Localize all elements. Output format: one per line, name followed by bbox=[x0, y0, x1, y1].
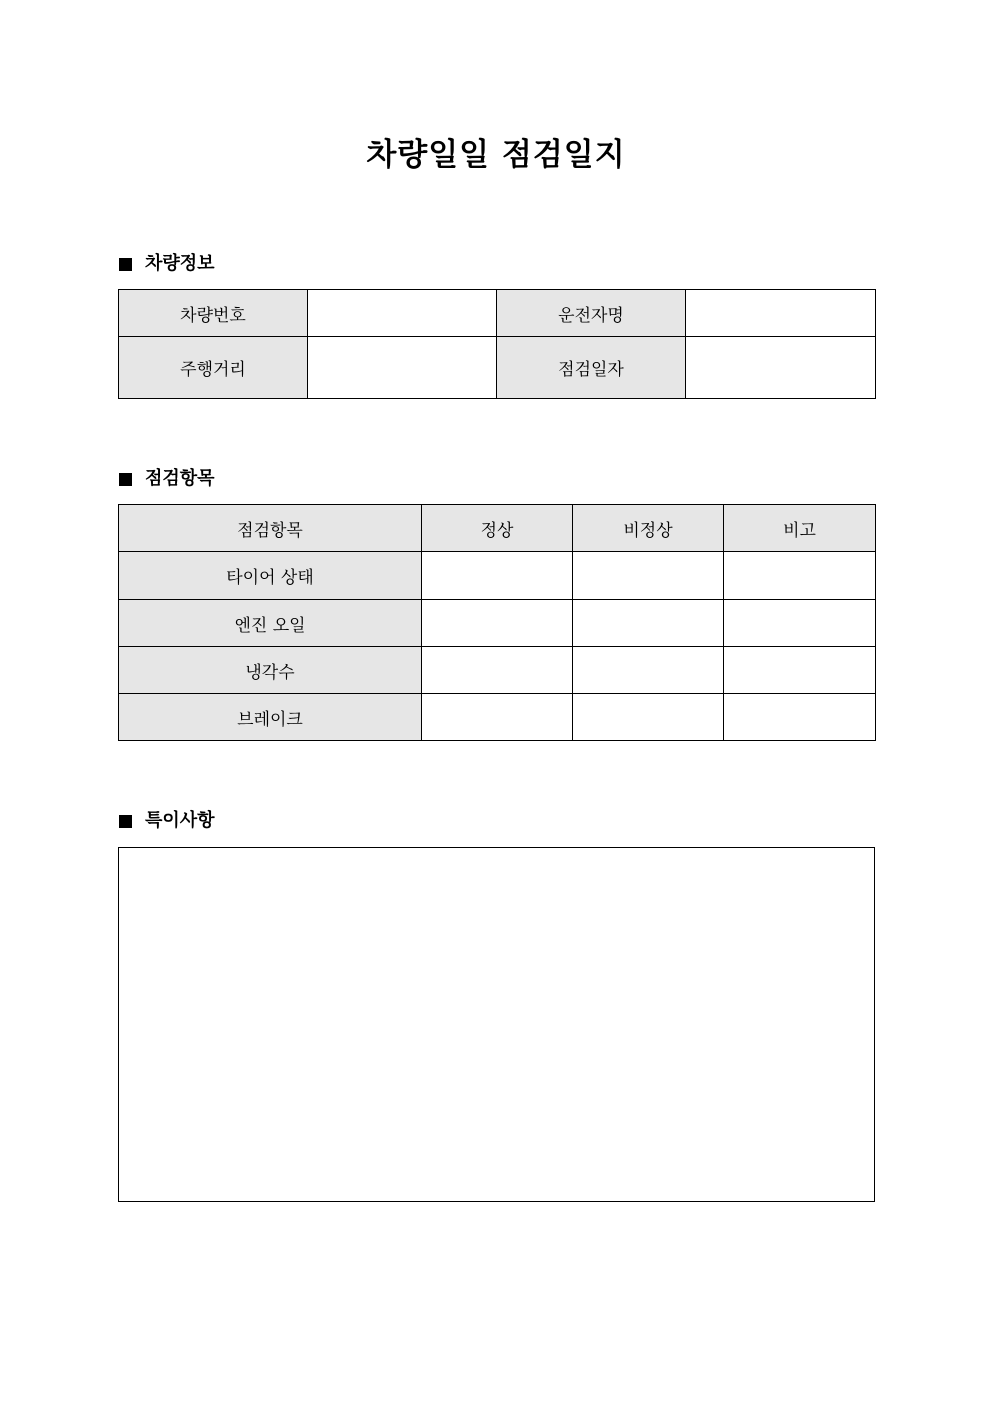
item-name-brake: 브레이크 bbox=[119, 694, 422, 741]
table-row bbox=[119, 552, 876, 600]
inspection-date-field[interactable] bbox=[686, 337, 876, 399]
inspection-date-label: 점검일자 bbox=[497, 337, 686, 399]
tire-note-cell[interactable] bbox=[724, 552, 876, 600]
inspection-heading bbox=[119, 466, 215, 492]
driver-name-field[interactable] bbox=[686, 290, 876, 337]
table-row bbox=[119, 694, 876, 741]
table-row bbox=[119, 600, 876, 647]
table-row bbox=[119, 290, 876, 337]
item-name-engine-oil: 엔진 오일 bbox=[119, 600, 422, 647]
square-bullet-icon bbox=[119, 815, 132, 828]
vehicle-info-heading-label: 차량정보 bbox=[145, 253, 215, 274]
vehicle-info-table bbox=[118, 289, 876, 399]
square-bullet-icon bbox=[119, 258, 132, 271]
inspection-heading-label: 점검항목 bbox=[145, 468, 215, 489]
engine-oil-normal-cell[interactable] bbox=[422, 600, 573, 647]
brake-note-cell[interactable] bbox=[724, 694, 876, 741]
square-bullet-icon bbox=[119, 473, 132, 486]
inspection-table bbox=[118, 504, 876, 741]
coolant-abnormal-cell[interactable] bbox=[573, 647, 724, 694]
table-header-row bbox=[119, 505, 876, 552]
tire-abnormal-cell[interactable] bbox=[573, 552, 724, 600]
tire-normal-cell[interactable] bbox=[422, 552, 573, 600]
remarks-field[interactable] bbox=[118, 847, 875, 1202]
item-name-coolant: 냉각수 bbox=[119, 647, 422, 694]
column-header-abnormal: 비정상 bbox=[573, 505, 724, 552]
remarks-heading-label: 특이사항 bbox=[145, 810, 215, 831]
column-header-item: 점검항목 bbox=[119, 505, 422, 552]
vehicle-number-field[interactable] bbox=[308, 290, 497, 337]
driver-name-label: 운전자명 bbox=[497, 290, 686, 337]
remarks-heading bbox=[119, 808, 215, 834]
table-row bbox=[119, 337, 876, 399]
column-header-note: 비고 bbox=[724, 505, 876, 552]
coolant-normal-cell[interactable] bbox=[422, 647, 573, 694]
column-header-normal: 정상 bbox=[422, 505, 573, 552]
brake-abnormal-cell[interactable] bbox=[573, 694, 724, 741]
brake-normal-cell[interactable] bbox=[422, 694, 573, 741]
document-title: 차량일일 점검일지 bbox=[366, 137, 626, 173]
vehicle-info-heading bbox=[119, 251, 215, 277]
vehicle-number-label: 차량번호 bbox=[119, 290, 308, 337]
item-name-tire: 타이어 상태 bbox=[119, 552, 422, 600]
table-row bbox=[119, 647, 876, 694]
mileage-label: 주행거리 bbox=[119, 337, 308, 399]
coolant-note-cell[interactable] bbox=[724, 647, 876, 694]
engine-oil-note-cell[interactable] bbox=[724, 600, 876, 647]
mileage-field[interactable] bbox=[308, 337, 497, 399]
engine-oil-abnormal-cell[interactable] bbox=[573, 600, 724, 647]
